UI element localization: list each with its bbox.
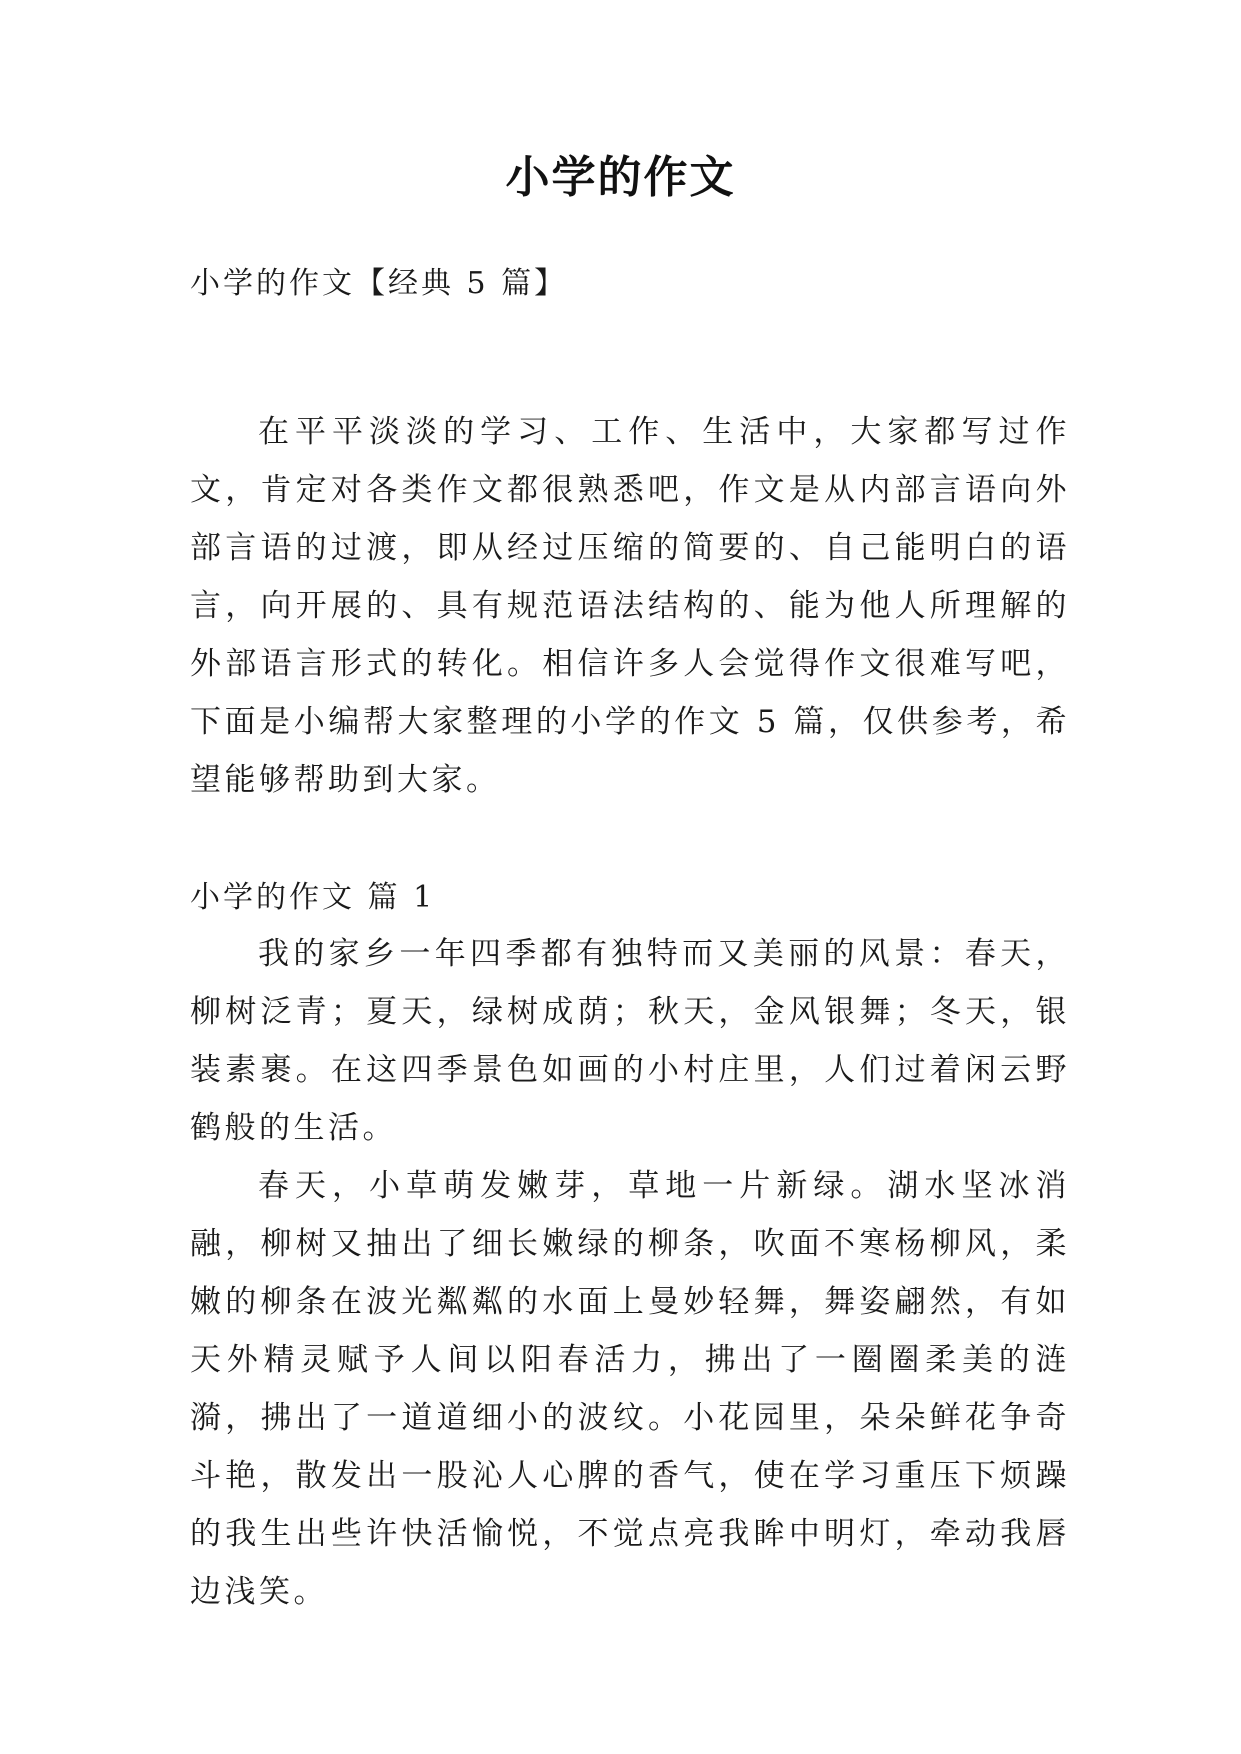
body-paragraph-1: 我的家乡一年四季都有独特而又美丽的风景：春天，柳树泛青；夏天，绿树成荫；秋天，金风银舞；冬天，银装素裹。在这四季景色如画的小村庄里，人们过着闲云野鹤般的生活。 — [190, 936, 1070, 1146]
intro-paragraph: 在平平淡淡的学习、工作、生活中，大家都写过作文，肯定对各类作文都很熟悉吧，作文是从内部言语向外部言语的过渡，即从经过压缩的简要的、自己能明白的语言，向开展的、具有规范语法结构的、能为他人所理解的外部语言形式的转化。相信许多人会觉得作文很难写吧，下面是小编帮大家整理的小学的作文 5 篇，仅供参考，希望能够帮助到大家。 — [190, 414, 1070, 798]
document-subtitle: 小学的作文【经典 5 篇】 — [190, 266, 568, 301]
section-heading: 小学的作文 篇 1 — [190, 880, 436, 915]
document-title: 小学的作文 — [505, 152, 736, 203]
body-paragraph-2: 春天，小草萌发嫩芽，草地一片新绿。湖水坚冰消融，柳树又抽出了细长嫩绿的柳条，吹面不寒杨柳风，柔嫩的柳条在波光粼粼的水面上曼妙轻舞，舞姿翩然，有如天外精灵赋予人间以阳春活力，拂出了一圈圈柔美的涟漪，拂出了一道道细小的波纹。小花园里，朵朵鲜花争奇斗艳，散发出一股沁人心脾的香气，使在学习重压下烦躁的我生出些许快活愉悦，不觉点亮我眸中明灯，牵动我唇边浅笑。 — [190, 1168, 1070, 1610]
